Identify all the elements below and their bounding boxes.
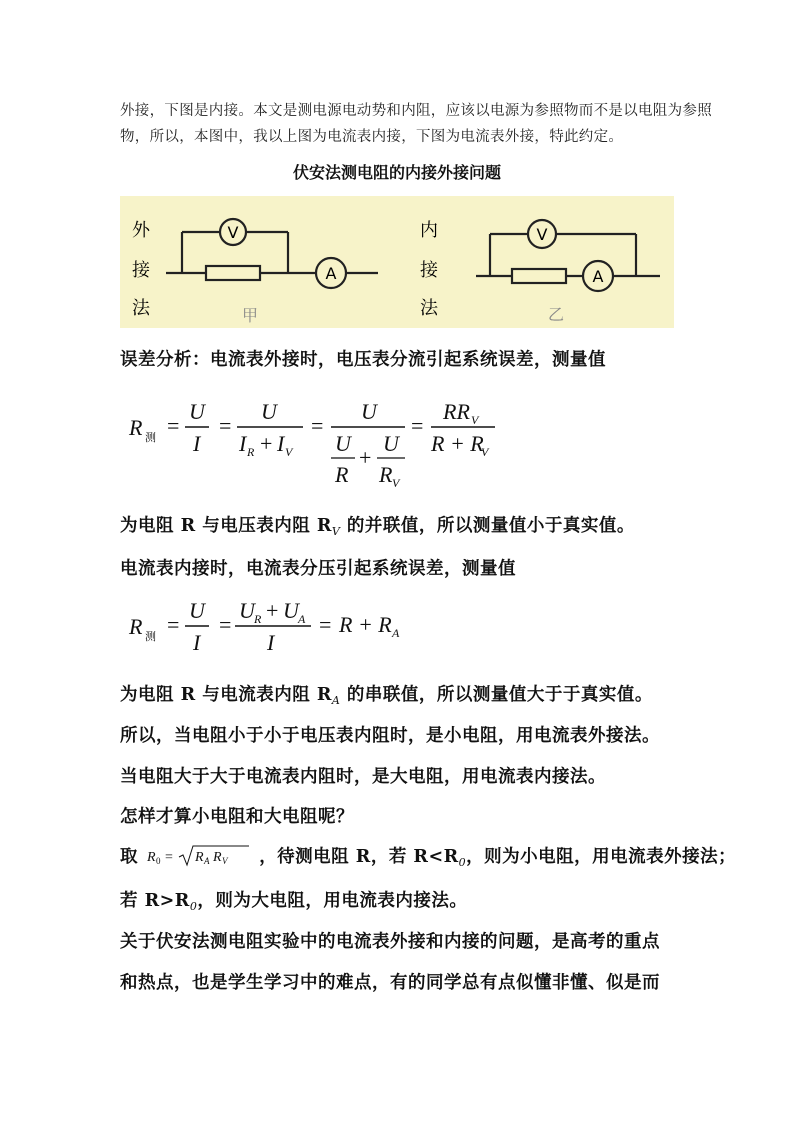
parallel-text-b: 的并联值，所以测量值小于真实值。 xyxy=(340,516,635,536)
criterion-formula xyxy=(145,843,253,869)
analysis-intro: 误差分析：电流表外接时，电压表分流引起系统误差，测量值 xyxy=(120,350,606,370)
left-caption: 甲 xyxy=(242,306,259,325)
svg-text:A: A xyxy=(203,856,210,866)
ammeter-left-label: A xyxy=(325,264,337,283)
parallel-sub: V xyxy=(331,525,341,538)
criterion-text-c: ，则为小电阻，用电流表外接法； xyxy=(466,847,737,867)
formula-external xyxy=(125,395,505,495)
f1-RpRV-sub: V xyxy=(481,445,489,459)
line-small-resistor: 所以，当电阻小于小于电压表内阻时，是小电阻，用电流表外接法。 xyxy=(120,726,660,746)
closing-line-1: 关于伏安法测电阻实验中的电流表外接和内接的问题，是高考的重点 xyxy=(120,932,660,952)
f2-U: U xyxy=(189,600,205,623)
section-title: 伏安法测电阻的内接外接问题 xyxy=(292,163,501,182)
f1-IV: I xyxy=(277,431,285,456)
f1-RpRV: R + R xyxy=(431,431,484,456)
f2-plus: + xyxy=(266,600,279,623)
criterion2-text-a: 若 R>R xyxy=(120,891,190,911)
f2-eq-3: = xyxy=(319,612,332,637)
criterion2-text-b: ，则为大电阻，用电流表内接法。 xyxy=(197,891,468,911)
series-text-b: 的串联值，所以测量值大于于真实值。 xyxy=(340,685,653,705)
right-label-2: 接 xyxy=(420,260,438,281)
criterion-take: 取 xyxy=(120,847,138,867)
circuit-diagrams xyxy=(120,196,674,328)
f1-U-4: U xyxy=(335,431,351,456)
series-text-a: 为电阻 R 与电流表内阻 R xyxy=(120,685,332,705)
left-label-2: 接 xyxy=(132,260,150,281)
f1-IR-sub: R xyxy=(247,445,255,459)
svg-text:R: R xyxy=(194,850,204,865)
f2-I-2: I xyxy=(267,630,275,655)
right-label-1: 内 xyxy=(420,220,438,241)
parallel-text-a: 为电阻 R 与电压表内阻 R xyxy=(120,516,332,536)
f1-I-1: I xyxy=(193,431,201,456)
f2-I-1: I xyxy=(193,630,201,655)
left-label-3: 法 xyxy=(132,298,150,319)
f2-lhs-R: R xyxy=(129,614,143,639)
f1-lhs-R: R xyxy=(129,415,143,440)
f2-UR: U xyxy=(239,600,255,623)
left-label-1: 外 xyxy=(132,220,150,241)
internal-intro: 电流表内接时，电流表分压引起系统误差，测量值 xyxy=(120,559,516,579)
f1-IV-sub: V xyxy=(285,445,293,459)
criterion-sub: 0 xyxy=(458,856,467,869)
f1-U-5: U xyxy=(383,431,399,456)
f1-plus-2: + xyxy=(359,445,372,470)
line-question: 怎样才算小电阻和大电阻呢？ xyxy=(120,807,354,827)
f1-eq-1: = xyxy=(167,413,180,438)
f1-lhs-sub: 测 xyxy=(145,432,156,444)
f2-UA-sub: A xyxy=(298,612,306,626)
f2-rhs-sub: A xyxy=(392,626,400,640)
f1-R-1: R xyxy=(335,462,349,487)
circuit-figure xyxy=(120,196,674,328)
voltmeter-left-label: V xyxy=(227,223,239,242)
right-label-3: 法 xyxy=(420,298,438,319)
f1-RRV: RR xyxy=(443,399,470,424)
closing-line-2: 和热点，也是学生学习中的难点，有的同学总有点似懂非懂、似是而 xyxy=(120,973,660,993)
f1-RV: R xyxy=(379,462,393,487)
line-large-resistor: 当电阻大于大于电流表内阻时，是大电阻，用电流表内接法。 xyxy=(120,767,606,787)
f1-eq-4: = xyxy=(411,413,424,438)
f1-U-2: U xyxy=(261,399,277,424)
intro-line-1: 外接，下图是内接。本文是测电源电动势和内阻，应该以电源为参照物而不是以电阻为参照 xyxy=(120,103,712,119)
f1-RV-sub: V xyxy=(392,476,400,490)
intro-line-2: 物，所以，本图中，我以上图为电流表内接，下图为电流表外接，特此约定。 xyxy=(120,129,624,145)
f1-U-3: U xyxy=(361,399,377,424)
f2-UA: U xyxy=(283,600,299,623)
svg-text:V: V xyxy=(221,856,228,866)
criterion-line xyxy=(120,843,736,869)
right-circuit xyxy=(476,234,660,283)
criterion-line-2 xyxy=(120,887,467,913)
f1-plus-1: + xyxy=(260,431,273,456)
series-sub: A xyxy=(331,694,341,707)
f1-eq-3: = xyxy=(311,413,324,438)
ammeter-right-label: A xyxy=(592,267,604,286)
right-caption: 乙 xyxy=(548,305,565,324)
f1-RRV-sub: V xyxy=(471,413,479,427)
f1-IR: I xyxy=(239,431,247,456)
f2-UR-sub: R xyxy=(254,612,262,626)
svg-text:0: 0 xyxy=(155,856,161,866)
formula-internal xyxy=(125,600,425,660)
svg-text:R: R xyxy=(212,850,222,865)
f2-eq-1: = xyxy=(167,612,180,637)
svg-text:R: R xyxy=(146,850,156,865)
svg-text:=: = xyxy=(164,850,173,865)
criterion2-sub: 0 xyxy=(189,900,198,913)
series-conclusion xyxy=(120,681,653,707)
f1-U-1: U xyxy=(189,399,205,424)
f2-eq-2: = xyxy=(219,612,232,637)
voltmeter-right-label: V xyxy=(536,225,548,244)
f2-rhs: R + R xyxy=(339,612,392,637)
f1-eq-2: = xyxy=(219,413,232,438)
f2-lhs-sub: 测 xyxy=(145,631,156,643)
parallel-conclusion xyxy=(120,512,635,538)
criterion-text-b: ，待测电阻 R，若 R<R xyxy=(259,847,459,867)
